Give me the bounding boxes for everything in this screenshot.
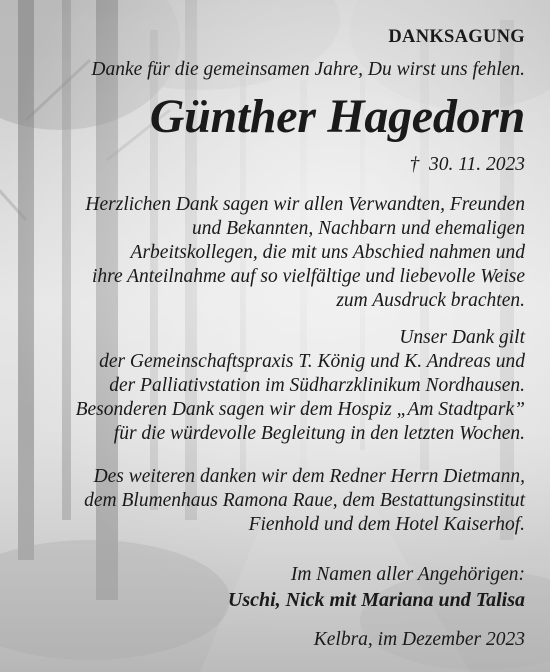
paragraph-line: dem Blumenhaus Ramona Raue, dem Bestattungsinstitut <box>84 490 525 511</box>
death-date-line <box>409 153 525 177</box>
signatories: Uschi, Nick mit Mariana und Talisa <box>227 589 525 611</box>
paragraph-line: für die würdevolle Begleitung in den letzten Wochen. <box>113 423 525 444</box>
notice-heading: DANKSAGUNG <box>388 27 525 47</box>
paragraph-line: der Gemeinschaftspraxis T. König und K. Andreas und <box>99 351 525 372</box>
paragraph-line: der Palliativstation im Südharzklinikum Nordhausen. <box>109 375 525 396</box>
paragraph-line: Arbeitskollegen, die mit uns Abschied nahmen und <box>130 242 525 263</box>
paragraph-line: Besonderen Dank sagen wir dem Hospiz „Am Stadtpark” <box>75 399 525 420</box>
paragraph-line: Herzlichen Dank sagen wir allen Verwandten, Freunden <box>85 194 525 215</box>
paragraph-line: zum Ausdruck brachten. <box>336 290 525 311</box>
deceased-name: Günther Hagedorn <box>149 90 525 143</box>
paragraph-line: ihre Anteilnahme auf so vielfältige und liebevolle Weise <box>91 266 525 287</box>
death-date: 30. 11. 2023 <box>428 154 525 175</box>
paragraph-line: Unser Dank gilt <box>399 327 525 348</box>
paragraph-line: Des weiteren danken wir dem Redner Herrn Dietmann, <box>93 466 525 487</box>
place-date: Kelbra, im Dezember 2023 <box>313 629 525 650</box>
cross-symbol: † <box>409 154 420 175</box>
notice-subtitle: Danke für die gemeinsamen Jahre, Du wirst uns fehlen. <box>91 59 525 80</box>
paragraph-line: und Bekannten, Nachbarn und ehemaligen <box>191 218 525 239</box>
closing-intro: Im Namen aller Angehörigen: <box>290 564 525 585</box>
paragraph-line: Fienhold und dem Hotel Kaiserhof. <box>248 514 525 535</box>
